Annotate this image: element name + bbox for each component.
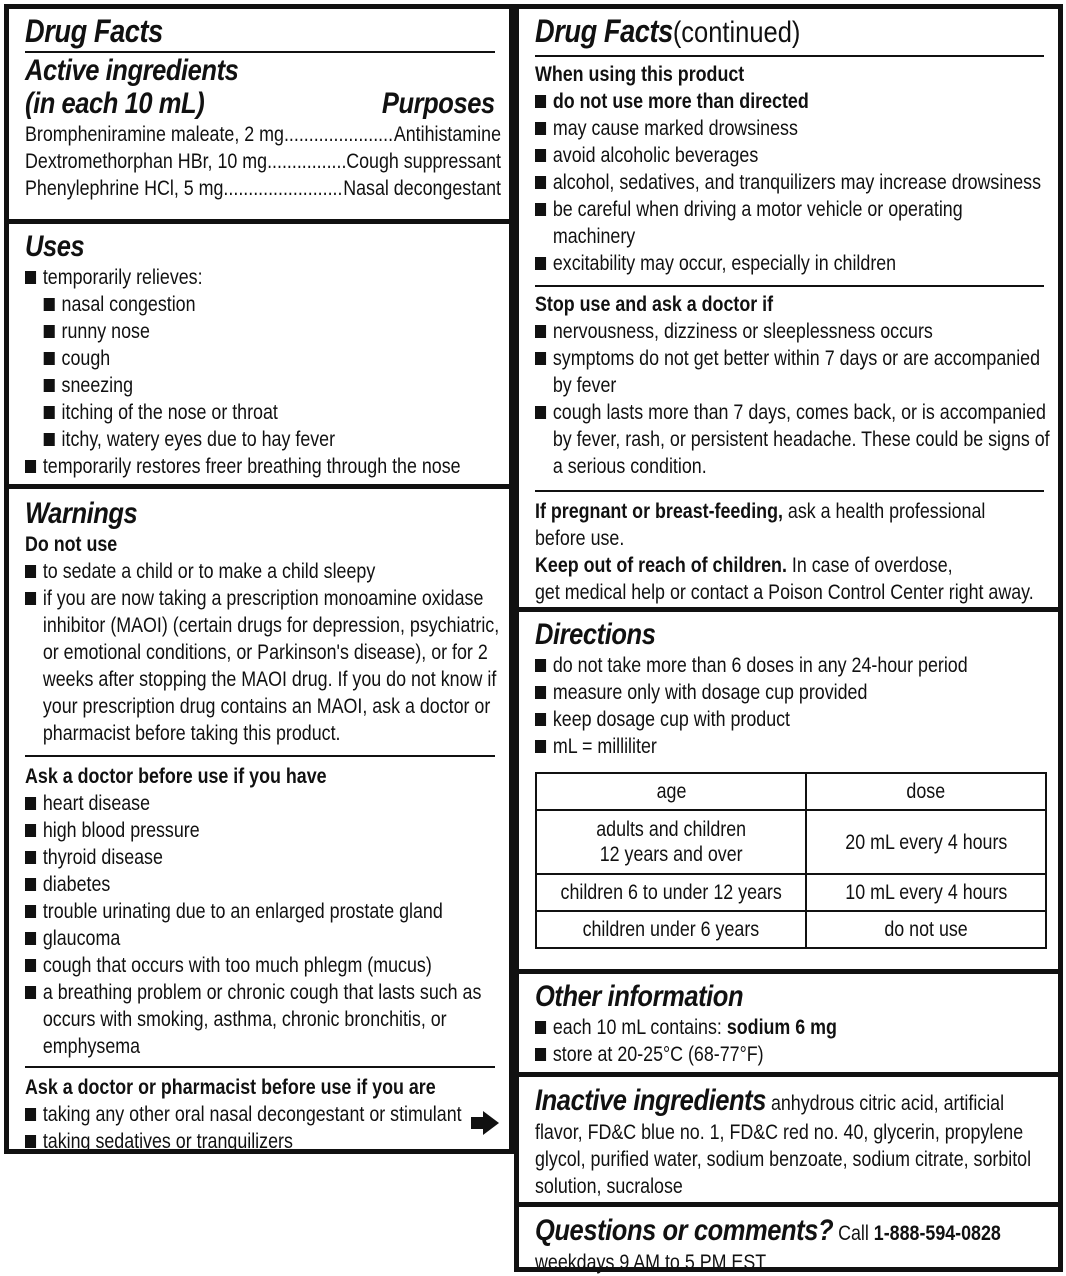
text-line: if you are now taking a prescription monoamine oxidase bbox=[42, 587, 484, 610]
stop-use-label: Stop use and ask a doctor if bbox=[535, 293, 774, 316]
keep-out-bold: Keep out of reach of children. bbox=[535, 554, 787, 577]
medication-item: taking any other oral nasal decongestant or stimulant bbox=[25, 1101, 462, 1128]
uses-subitem: itching of the nose or throat bbox=[44, 399, 461, 426]
when-using-item: avoid alcoholic beverages bbox=[535, 142, 1041, 169]
directions-heading: Directions bbox=[535, 618, 656, 651]
purposes-heading: Purposes bbox=[382, 87, 495, 120]
divider bbox=[535, 490, 1044, 492]
when-using-item: may cause marked drowsiness bbox=[535, 115, 1041, 142]
when-using-item: alcohol, sedatives, and tranquilizers may increase drowsiness bbox=[535, 169, 1041, 196]
table-header-cell bbox=[806, 773, 1046, 810]
uses-subitem: nasal congestion bbox=[44, 291, 461, 318]
right-panel bbox=[514, 4, 1063, 1272]
ask-pharmacist-label: Ask a doctor or pharmacist before use if you are bbox=[25, 1076, 436, 1099]
keep-out-warning bbox=[535, 552, 1034, 579]
left-panel bbox=[4, 4, 514, 1154]
warning-item-maoi bbox=[25, 585, 499, 747]
active-ingredients-section bbox=[9, 9, 509, 219]
uses-heading: Uses bbox=[25, 230, 85, 263]
dose-header: dose bbox=[906, 780, 946, 803]
text-line: be careful when driving a motor vehicle or operating bbox=[552, 198, 963, 221]
when-using-section bbox=[519, 9, 1058, 607]
dose-value: 20 mL every 4 hours bbox=[845, 830, 1008, 854]
when-using-item-driving bbox=[535, 196, 1041, 250]
divider bbox=[25, 1066, 495, 1068]
continued-label: (continued) bbox=[672, 16, 801, 49]
age-cell bbox=[536, 911, 806, 948]
text-line: or emotional conditions, or Parkinson's disease), or for 2 bbox=[42, 641, 488, 664]
inactive-line: anhydrous citric acid, artificial bbox=[765, 1092, 1005, 1115]
other-info-item bbox=[535, 1014, 837, 1041]
text-line: a serious condition. bbox=[552, 455, 707, 478]
uses-item: temporarily relieves: bbox=[25, 264, 461, 291]
medication-item: taking sedatives or tranquilizers bbox=[25, 1128, 462, 1155]
ingredient-purpose: Nasal decongestant bbox=[343, 177, 501, 200]
sodium-text: each 10 mL contains: bbox=[552, 1016, 727, 1039]
text-line: a breathing problem or chronic cough that lasts such as bbox=[42, 981, 482, 1004]
divider bbox=[25, 755, 495, 757]
text-line: weeks after stopping the MAOI drug. If you do not know if bbox=[42, 668, 497, 691]
text-line: emphysema bbox=[42, 1035, 141, 1058]
pregnancy-warning bbox=[535, 498, 1034, 525]
stop-use-item bbox=[535, 345, 1050, 399]
age-cell bbox=[536, 810, 806, 874]
text-line: by fever bbox=[552, 374, 617, 397]
drug-facts-continued-title: Drug Facts bbox=[535, 13, 673, 49]
right-arrow-icon bbox=[483, 1111, 499, 1135]
ingredient-row bbox=[25, 121, 501, 148]
text-line: machinery bbox=[552, 225, 636, 248]
direction-item: measure only with dosage cup provided bbox=[535, 679, 968, 706]
inactive-ingredients-heading: Inactive ingredients bbox=[535, 1084, 766, 1117]
keep-out-text: In case of overdose, bbox=[786, 554, 953, 577]
text-line: occurs with smoking, asthma, chronic bronchitis, or bbox=[42, 1008, 447, 1031]
when-using-label: When using this product bbox=[535, 63, 745, 86]
when-using-item: do not use more than directed bbox=[535, 88, 1041, 115]
condition-item: trouble urinating due to an enlarged prostate gland bbox=[25, 898, 481, 925]
when-using-item: excitability may occur, especially in children bbox=[535, 250, 1041, 277]
dose-cell bbox=[806, 810, 1046, 874]
ingredient-row bbox=[25, 175, 501, 202]
phone-number[interactable]: 1-888-594-0828 bbox=[873, 1222, 1001, 1245]
age-header: age bbox=[656, 780, 687, 803]
dose-value: 10 mL every 4 hours bbox=[845, 881, 1008, 904]
direction-item: do not take more than 6 doses in any 24-hour period bbox=[535, 652, 968, 679]
inactive-ingredients-section bbox=[519, 1072, 1058, 1202]
text-line: inhibitor (MAOI) (certain drugs for depression, psychiatric, bbox=[42, 614, 500, 637]
ingredient-purpose: Antihistamine bbox=[393, 123, 501, 146]
condition-item: high blood pressure bbox=[25, 817, 481, 844]
stop-use-item bbox=[535, 399, 1050, 480]
uses-subitem: itchy, watery eyes due to hay fever bbox=[44, 426, 461, 453]
ingredient-name: Brompheniramine maleate, 2 mg bbox=[25, 123, 284, 146]
text-line: pharmacist before taking this product. bbox=[42, 722, 341, 745]
text-line: by fever, rash, or persistent headache. These could be signs of bbox=[552, 428, 1050, 451]
other-info-item: store at 20-25°C (68-77°F) bbox=[535, 1041, 837, 1068]
keep-out-line2: get medical help or contact a Poison Control Center right away. bbox=[535, 581, 1034, 604]
uses-item: temporarily restores freer breathing through the nose bbox=[25, 453, 461, 480]
pregnancy-line2: before use. bbox=[535, 527, 625, 550]
condition-item: heart disease bbox=[25, 790, 481, 817]
do-not-use-label: Do not use bbox=[25, 533, 118, 556]
divider bbox=[535, 285, 1044, 287]
age-line: adults and children bbox=[596, 818, 747, 841]
dosage-table bbox=[535, 772, 1047, 949]
text-line: your prescription drug contains an MAOI, ask a doctor or bbox=[42, 695, 491, 718]
table-header-cell bbox=[536, 773, 806, 810]
condition-item-breathing bbox=[25, 979, 481, 1060]
other-information-section bbox=[519, 969, 1058, 1072]
sodium-amount: sodium 6 mg bbox=[726, 1016, 837, 1039]
ingredient-purpose: Cough suppressant bbox=[346, 150, 501, 173]
age-cell bbox=[536, 874, 806, 911]
pregnancy-text: ask a health professional bbox=[782, 500, 986, 523]
uses-section bbox=[9, 219, 509, 484]
uses-subitem: cough bbox=[44, 345, 461, 372]
dose-cell bbox=[806, 911, 1046, 948]
direction-item: mL = milliliter bbox=[535, 733, 968, 760]
stop-use-item: nervousness, dizziness or sleeplessness occurs bbox=[535, 318, 1050, 345]
condition-item: cough that occurs with too much phlegm (mucus) bbox=[25, 952, 481, 979]
ingredient-row bbox=[25, 148, 501, 175]
table-row bbox=[536, 874, 1046, 911]
questions-heading: Questions or comments? bbox=[535, 1214, 834, 1247]
table-row bbox=[536, 810, 1046, 874]
ingredient-name: Dextromethorphan HBr, 10 mg bbox=[25, 150, 268, 173]
call-label: Call bbox=[833, 1222, 874, 1245]
age-line: 12 years and over bbox=[599, 843, 743, 866]
direction-item: keep dosage cup with product bbox=[535, 706, 968, 733]
warnings-heading: Warnings bbox=[25, 497, 138, 530]
per-dose-heading: (in each 10 mL) bbox=[25, 87, 205, 120]
inactive-line: glycol, purified water, sodium benzoate, sodium citrate, sorbitol bbox=[535, 1148, 1032, 1171]
age-value: children 6 to under 12 years bbox=[560, 881, 782, 904]
drug-facts-title: Drug Facts bbox=[25, 13, 163, 49]
active-ingredients-heading: Active ingredients bbox=[25, 54, 239, 87]
warnings-section bbox=[9, 484, 509, 1153]
dose-value: do not use bbox=[884, 918, 968, 941]
uses-subitem: runny nose bbox=[44, 318, 461, 345]
ingredient-name: Phenylephrine HCl, 5 mg bbox=[25, 177, 224, 200]
hours-text: weekdays 9 AM to 5 PM EST bbox=[535, 1251, 767, 1274]
text-line: cough lasts more than 7 days, comes back, or is accompanied bbox=[552, 401, 1046, 424]
questions-section bbox=[519, 1202, 1058, 1274]
inactive-line: flavor, FD&C blue no. 1, FD&C red no. 40, glycerin, propylene bbox=[535, 1121, 1024, 1144]
other-information-heading: Other information bbox=[535, 980, 744, 1013]
dose-cell bbox=[806, 874, 1046, 911]
table-row bbox=[536, 911, 1046, 948]
condition-item: thyroid disease bbox=[25, 844, 481, 871]
text-line: symptoms do not get better within 7 days or are accompanied bbox=[552, 347, 1041, 370]
table-header-row bbox=[536, 773, 1046, 810]
ask-doctor-label: Ask a doctor before use if you have bbox=[25, 765, 327, 788]
age-value: children under 6 years bbox=[582, 918, 760, 941]
warning-item: to sedate a child or to make a child sleepy bbox=[25, 558, 499, 585]
uses-subitem: sneezing bbox=[44, 372, 461, 399]
pregnancy-bold: If pregnant or breast-feeding, bbox=[535, 500, 783, 523]
inactive-line: solution, sucralose bbox=[535, 1175, 683, 1198]
condition-item: glaucoma bbox=[25, 925, 481, 952]
directions-section bbox=[519, 607, 1058, 969]
condition-item: diabetes bbox=[25, 871, 481, 898]
